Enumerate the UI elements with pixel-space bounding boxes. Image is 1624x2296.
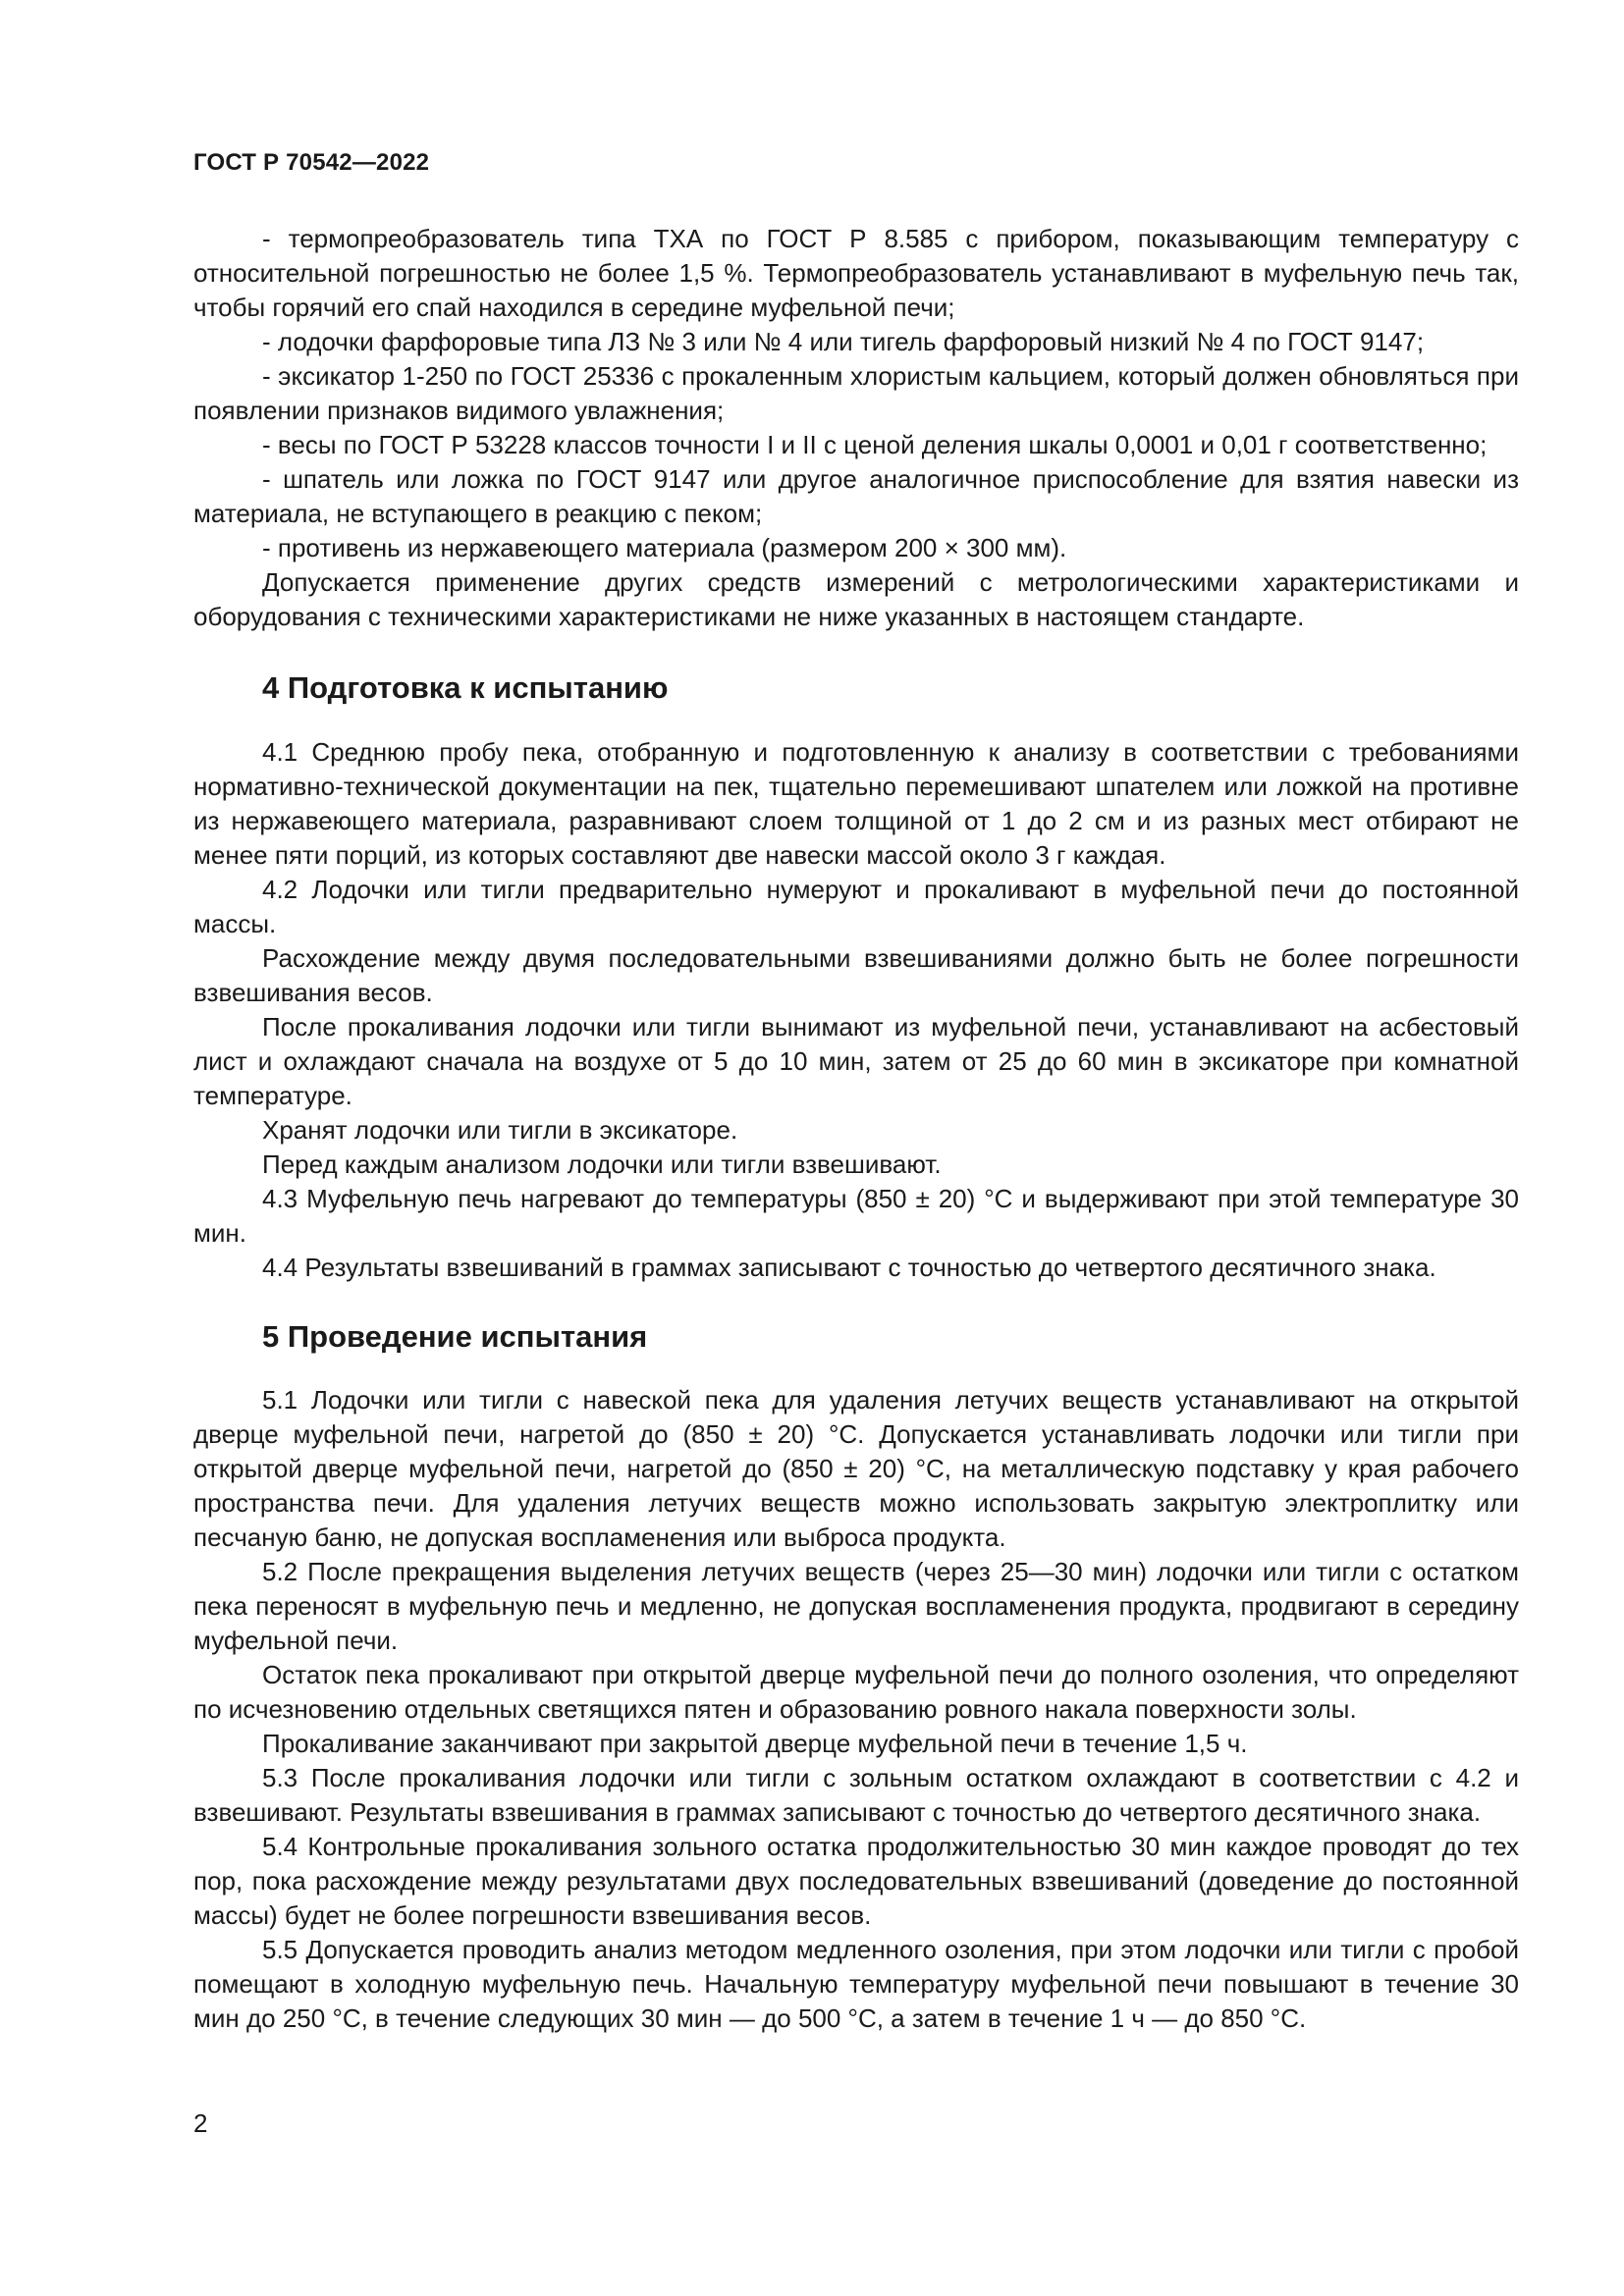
paragraph: 4.3 Муфельную печь нагревают до температуры (850 ± 20) °С и выдерживают при этой температуре 30 мин. [193,1184,1519,1248]
list-item: - термопреобразователь типа ТХА по ГОСТ Р 8.585 с прибором, показывающим температуру с относительной погрешностью не более 1,5 %. Термопреобразователь устанавливают в муфельную печь так, чтобы горячий его спай находился в середине муфельной печи; [193,224,1519,322]
list-item: - шпатель или ложка по ГОСТ 9147 или другое аналогичное приспособление для взятия навески из материала, не вступающего в реакцию с пеком; [193,464,1519,528]
paragraph: После прокаливания лодочки или тигли вынимают из муфельной печи, устанавливают на асбестовый лист и охлаждают сначала на воздухе от 5 до 10 мин, затем от 25 до 60 мин в эксикаторе при комнатной температуре. [193,1012,1519,1110]
page-number: 2 [193,2109,208,2138]
paragraph: Остаток пека прокаливают при открытой дверце муфельной печи до полного озоления, что определяют по исчезновению отдельных светящихся пятен и образованию ровного накала поверхности золы. [193,1660,1519,1724]
document-header: ГОСТ Р 70542—2022 [193,149,430,176]
paragraph: Прокаливание заканчивают при закрытой дверце муфельной печи в течение 1,5 ч. [262,1729,1248,1758]
paragraph: 5.2 После прекращения выделения летучих веществ (через 25—30 мин) лодочки или тигли с остатком пека переносят в муфельную печь и медленно, не допуская воспламенения продукта, продвигают в середину муфельной печи. [193,1557,1519,1655]
list-item: - эксикатор 1-250 по ГОСТ 25336 с прокаленным хлористым кальцием, который должен обновляться при появлении признаков видимого увлажнения; [193,361,1519,425]
section-5-title: 5 Проведение испытания [262,1319,648,1354]
list-item: - лодочки фарфоровые типа ЛЗ № 3 или № 4 или тигель фарфоровый низкий № 4 по ГОСТ 9147; [262,327,1425,356]
paragraph: 4.2 Лодочки или тигли предварительно нумеруют и прокаливают в муфельной печи до постоянной массы. [193,875,1519,938]
section-4-title: 4 Подготовка к испытанию [262,670,669,705]
document-body [193,222,1519,2036]
paragraph: Хранят лодочки или тигли в эксикаторе. [262,1115,738,1145]
paragraph: Перед каждым анализом лодочки или тигли взвешивают. [262,1149,942,1179]
paragraph: Расхождение между двумя последовательными взвешиваниями должно быть не более погрешности взвешивания весов. [193,943,1519,1007]
paragraph: 4.1 Среднюю пробу пека, отобранную и подготовленную к анализу в соответствии с требованиями нормативно-технической документации на пек, тщательно перемешивают шпателем или ложкой на противне из нержавеющего материала, разравнивают слоем толщиной от 1 до 2 см и из разных мест отбирают не менее пяти порций, из которых составляют две навески массой около 3 г каждая. [193,737,1519,870]
paragraph: 4.4 Результаты взвешиваний в граммах записывают с точностью до четвертого десятичного знака. [262,1253,1436,1282]
paragraph: 5.4 Контрольные прокаливания зольного остатка продолжительностью 30 мин каждое проводят до тех пор, пока расхождение между результатами двух последовательных взвешиваний (доведение до постоянной массы) будет не более погрешности взвешивания весов. [193,1832,1519,1930]
paragraph: 5.3 После прокаливания лодочки или тигли с зольным остатком охлаждают в соответствии с 4.2 и взвешивают. Результаты взвешивания в граммах записывают с точностью до четвертого десятичного знака. [193,1763,1519,1827]
list-item: - весы по ГОСТ Р 53228 классов точности I и II с ценой деления шкалы 0,0001 и 0,01 г соответственно; [262,430,1488,459]
list-item: - противень из нержавеющего материала (размером 200 × 300 мм). [262,533,1067,562]
paragraph: 5.1 Лодочки или тигли с навеской пека для удаления летучих веществ устанавливают на открытой дверце муфельной печи, нагретой до (850 ± 20) °С. Допускается устанавливать лодочки или тигли при открытой дверце муфельной печи, нагретой до (850 ± 20) °С, на металлическую подставку у края рабочего пространства печи. Для удаления летучих веществ можно использовать закрытую электроплитку или песчаную баню, не допуская воспламенения или выброса продукта. [193,1385,1519,1552]
intro-note: Допускается применение других средств измерений с метрологическими характеристиками и оборудования с техническими характеристиками не ниже указанных в настоящем стандарте. [193,567,1519,631]
paragraph: 5.5 Допускается проводить анализ методом медленного озоления, при этом лодочки или тигли с пробой помещают в холодную муфельную печь. Начальную температуру муфельной печи повышают в течение 30 мин до 250 °С, в течение следующих 30 мин — до 500 °С, а затем в течение 1 ч — до 850 °С. [193,1935,1519,2033]
